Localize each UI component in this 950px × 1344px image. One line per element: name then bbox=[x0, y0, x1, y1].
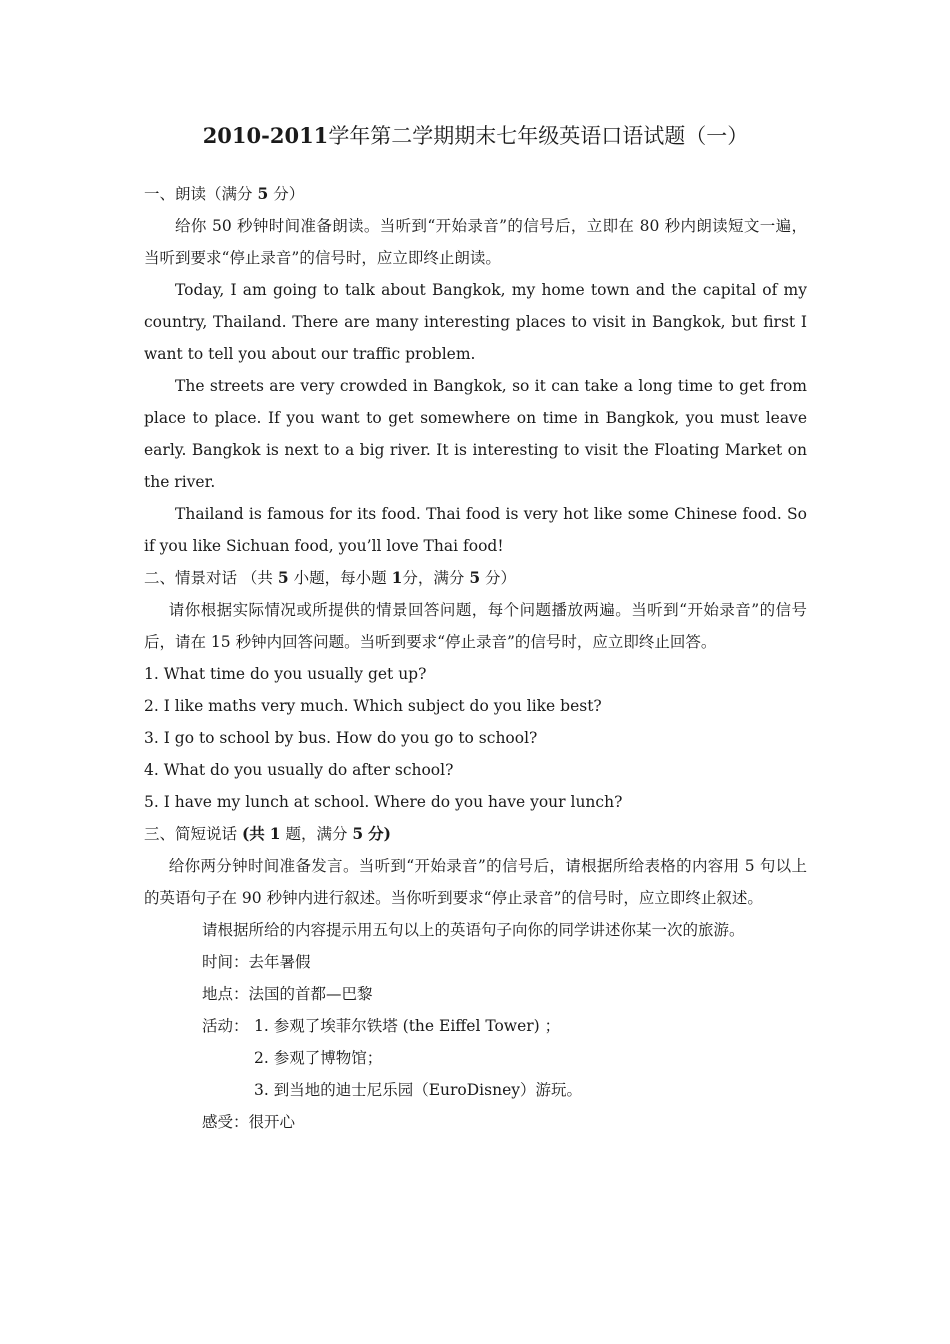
activity-item: 2. 参观了博物馆； bbox=[254, 1049, 383, 1067]
question-item: 4. What do you usually do after school? bbox=[144, 761, 454, 779]
reading-paragraph-3: Thailand is famous for its food. Thai food is very hot like some Chinese food. So if you like Sichuan food, you’ll love Thai food! bbox=[144, 505, 807, 555]
title-year: 2010-2011 bbox=[202, 123, 329, 148]
prompt-text: 请根据所给的内容提示用五句以上的英语句子向你的同学讲述你某一次的旅游。 bbox=[202, 921, 745, 939]
prompt-feeling: 感受：很开心 bbox=[202, 1113, 296, 1131]
prompt-activities bbox=[202, 1010, 807, 1106]
speaking-prompt bbox=[144, 914, 807, 1138]
reading-paragraph-2: The streets are very crowded in Bangkok, so it can take a long time to get from place to place. If you want to get somewhere on time in Bangkok, you must leave early. Bangkok is next to a big river. It is interesting to visit the Floating Market on the river. bbox=[144, 377, 807, 491]
section2-heading: 二、情景对话 （共 5 小题，每小题 1分，满分 5 分） bbox=[144, 568, 517, 587]
prompt-place: 地点：法国的首都—巴黎 bbox=[202, 985, 373, 1003]
exam-page bbox=[144, 118, 807, 1138]
prompt-time: 时间：去年暑假 bbox=[202, 953, 311, 971]
question-item: 1. What time do you usually get up? bbox=[144, 665, 427, 683]
activities-label: 活动： bbox=[202, 1017, 249, 1035]
section3-instruction: 给你两分钟时间准备发言。当听到“开始录音”的信号后，请根据所给表格的内容用 5 句以上的英语句子在 90 秒钟内进行叙述。当你听到要求“停止录音”的信号时，应立即终止叙述。 bbox=[144, 857, 807, 907]
section3-heading: 三、简短说话 (共 1 题，满分 5 分) bbox=[144, 824, 391, 843]
activity-item: 3. 到当地的迪士尼乐园（EuroDisney）游玩。 bbox=[254, 1081, 583, 1099]
question-item: 2. I like maths very much. Which subject do you like best? bbox=[144, 697, 602, 715]
question-item: 5. I have my lunch at school. Where do you have your lunch? bbox=[144, 793, 623, 811]
page-title bbox=[144, 118, 807, 154]
question-item: 3. I go to school by bus. How do you go to school? bbox=[144, 729, 538, 747]
question-list bbox=[144, 658, 807, 818]
activity-item: 1. 参观了埃菲尔铁塔 (the Eiffel Tower) ； bbox=[254, 1017, 561, 1035]
title-text: 学年第二学期期末七年级英语口语试题（一） bbox=[328, 124, 749, 148]
section2-instruction: 请你根据实际情况或所提供的情景回答问题，每个问题播放两遍。当听到“开始录音”的信号后，请在 15 秒钟内回答问题。当听到要求“停止录音”的信号时，应立即终止回答。 bbox=[144, 601, 807, 651]
section1-instruction: 给你 50 秒钟时间准备朗读。当听到“开始录音”的信号后，立即在 80 秒内朗读短文一遍，当听到要求“停止录音”的信号时，应立即终止朗读。 bbox=[144, 217, 807, 267]
section1-heading: 一、朗读（满分 5 分） bbox=[144, 184, 305, 203]
reading-paragraph-1: Today, I am going to talk about Bangkok, my home town and the capital of my country, Thailand. There are many interesting places to visit in Bangkok, but first I want to tell you about our traffic problem. bbox=[144, 281, 807, 363]
